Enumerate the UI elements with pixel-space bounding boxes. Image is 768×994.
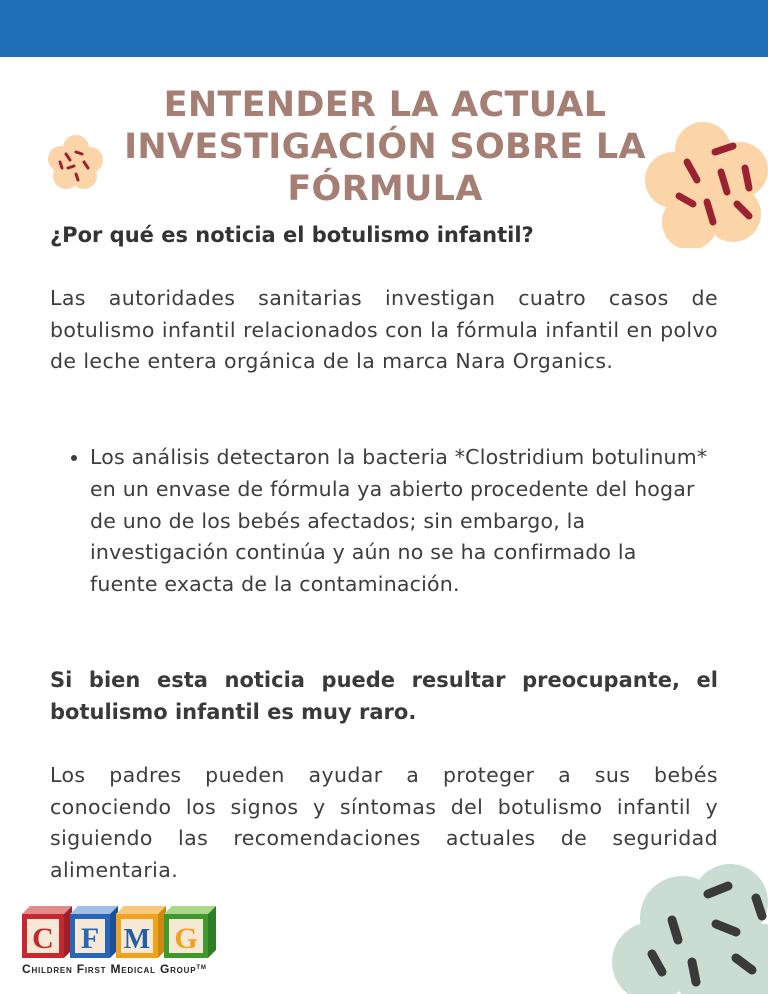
logo-blocks-icon [20,904,220,960]
logo-letter-g: G [174,922,198,955]
title-line: FÓRMULA [287,169,483,209]
cfmg-logo [20,904,230,976]
logo-name: Children First Medical Group [22,962,197,976]
section-subheading: ¿Por qué es noticia el botulismo infantil? [50,223,534,247]
title-line: ENTENDER LA ACTUAL [163,85,607,125]
logo-letter-c: C [32,922,54,955]
logo-letter-f: F [80,922,100,955]
intro-paragraph: Las autoridades sanitarias investigan cuatro casos de botulismo infantil relacionados con la fórmula infantil en polvo de leche entera orgánica de la marca Nara Organics. [50,286,718,373]
logo-trademark: TM [196,964,207,971]
closing-paragraph: Los padres pueden ayudar a proteger a sus bebés conociendo los signos y síntomas del botulismo infantil y siguiendo las recomendaciones actuales de seguridad alimentaria. [50,763,718,882]
logo-wordmark [22,962,232,976]
bacteria-flower-large-icon [645,118,768,248]
page-title [120,84,650,210]
header-bar [0,0,768,57]
bacteria-flower-small-icon [46,132,106,192]
bacteria-blob-icon [612,858,768,994]
logo-letter-m: M [123,924,151,955]
emphasis-paragraph: Si bien esta noticia puede resultar preocupante, el botulismo infantil es muy raro. [50,668,718,724]
bullet-list [50,442,710,601]
bullet-item: • Los análisis detectaron la bacteria *Clostridium botulinum* en un envase de fórmula ya abierto procedente del hogar de uno de los bebés afectados; sin embargo, la investigación continúa y aún no se ha confirmado la fuente exacta de la contaminación. [90,442,710,601]
title-line: INVESTIGACIÓN SOBRE LA [124,127,646,167]
